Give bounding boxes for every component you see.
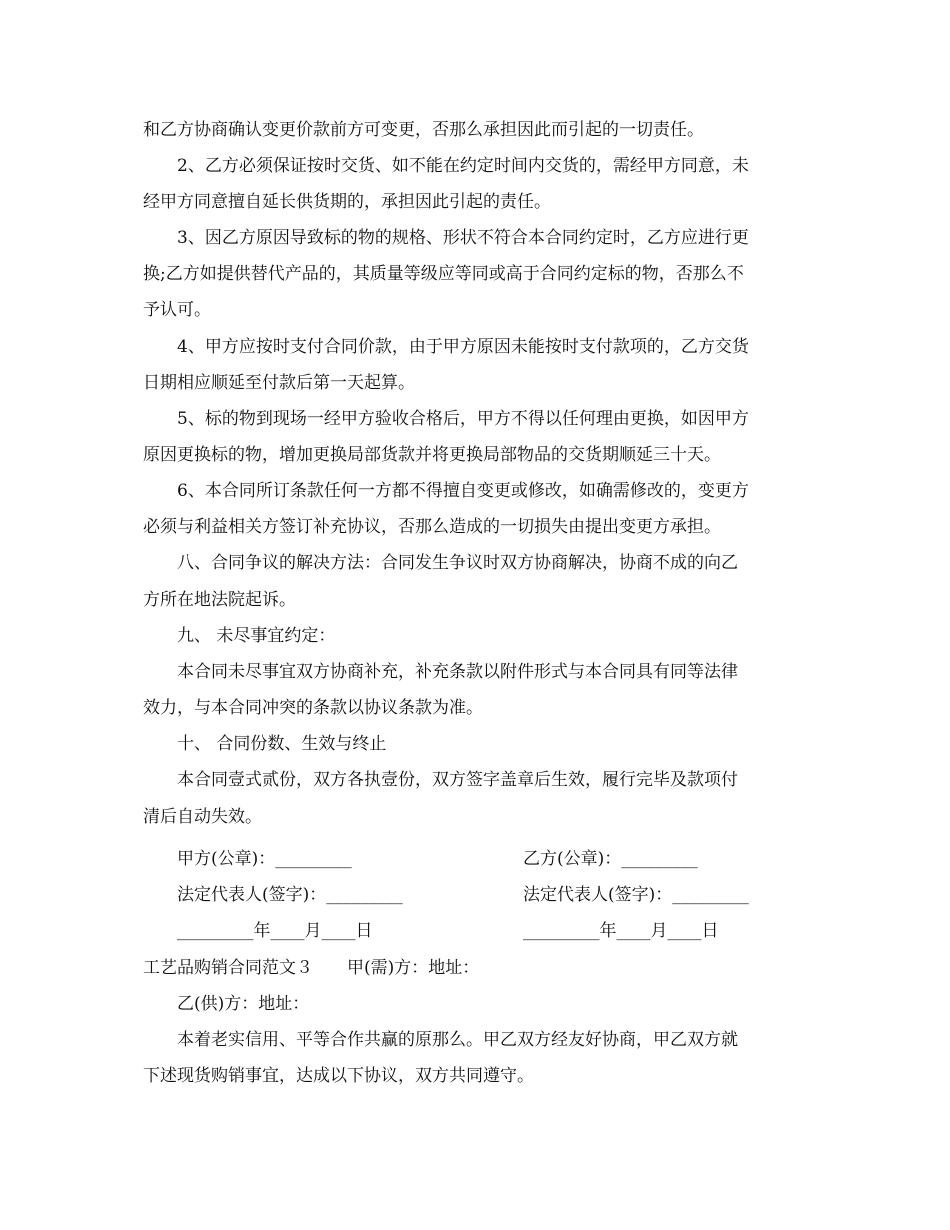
- next-section-heading: 工艺品购销合同范文３ 甲(需)方：地址：: [143, 958, 480, 978]
- paragraph-line: 2、乙方必须保证按时交货、如不能在约定时间内交货的，需经甲方同意，未: [177, 156, 749, 176]
- paragraph-line: 5、标的物到现场一经甲方验收合格后，甲方不得以任何理由更换，如因甲方: [177, 409, 749, 429]
- party-b-representative-field: 法定代表人(签字)：_________: [523, 885, 749, 905]
- paragraph-line: 3、因乙方原因导致标的物的规格、形状不符合本合同约定时，乙方应进行更: [177, 228, 749, 248]
- party-a-seal-field: 甲方(公章)：_________: [177, 849, 352, 869]
- party-a-representative-field: 法定代表人(签字)：_________: [177, 885, 403, 905]
- party-a-date-field: _________年____月____日: [177, 921, 373, 941]
- supplier-line: 乙(供)方：地址：: [177, 994, 310, 1014]
- paragraph-line: 下述现货购销事宜，达成以下协议，双方共同遵守。: [143, 1066, 534, 1086]
- paragraph-line: 效力，与本合同冲突的条款以协议条款为准。: [143, 698, 483, 718]
- paragraph-line: 6、本合同所订条款任何一方都不得擅自变更或修改，如确需修改的，变更方: [177, 481, 749, 501]
- paragraph-line: 和乙方协商确认变更价款前方可变更，否那么承担因此而引起的一切责任。: [143, 120, 704, 140]
- party-b-date-field: _________年____月____日: [523, 921, 719, 941]
- paragraph-line: 八、合同争议的解决方法：合同发生争议时双方协商解决，协商不成的向乙: [177, 553, 738, 573]
- party-b-seal-field: 乙方(公章)：_________: [523, 849, 698, 869]
- paragraph-line: 经甲方同意擅自延长供货期的，承担因此引起的责任。: [143, 192, 551, 212]
- paragraph-line: 清后自动失效。: [143, 807, 262, 827]
- paragraph-line: 原因更换标的物，增加更换局部货款并将更换局部物品的交货期顺延三十天。: [143, 445, 721, 465]
- paragraph-line: 必须与利益相关方签订补充协议，否那么造成的一切损失由提出变更方承担。: [143, 517, 721, 537]
- paragraph-line: 日期相应顺延至付款后第一天起算。: [143, 373, 415, 393]
- paragraph-line: 4、甲方应按时支付合同价款，由于甲方原因未能按时支付款项的，乙方交货: [177, 337, 749, 357]
- paragraph-line: 本合同壹式贰份，双方各执壹份，双方签字盖章后生效，履行完毕及款项付: [177, 770, 738, 790]
- section-heading: 十、 合同份数、生效与终止: [177, 734, 387, 754]
- paragraph-line: 本着老实信用、平等合作共赢的原那么。甲乙双方经友好协商，甲乙双方就: [177, 1030, 738, 1050]
- paragraph-line: 予认可。: [143, 300, 211, 320]
- paragraph-line: 本合同未尽事宜双方协商补充，补充条款以附件形式与本合同具有同等法律: [177, 662, 738, 682]
- paragraph-line: 方所在地法院起诉。: [143, 590, 296, 610]
- paragraph-line: 换;乙方如提供替代产品的，其质量等级应等同或高于合同约定标的物，否那么不: [143, 264, 744, 284]
- section-heading: 九、 未尽事宜约定：: [177, 626, 336, 646]
